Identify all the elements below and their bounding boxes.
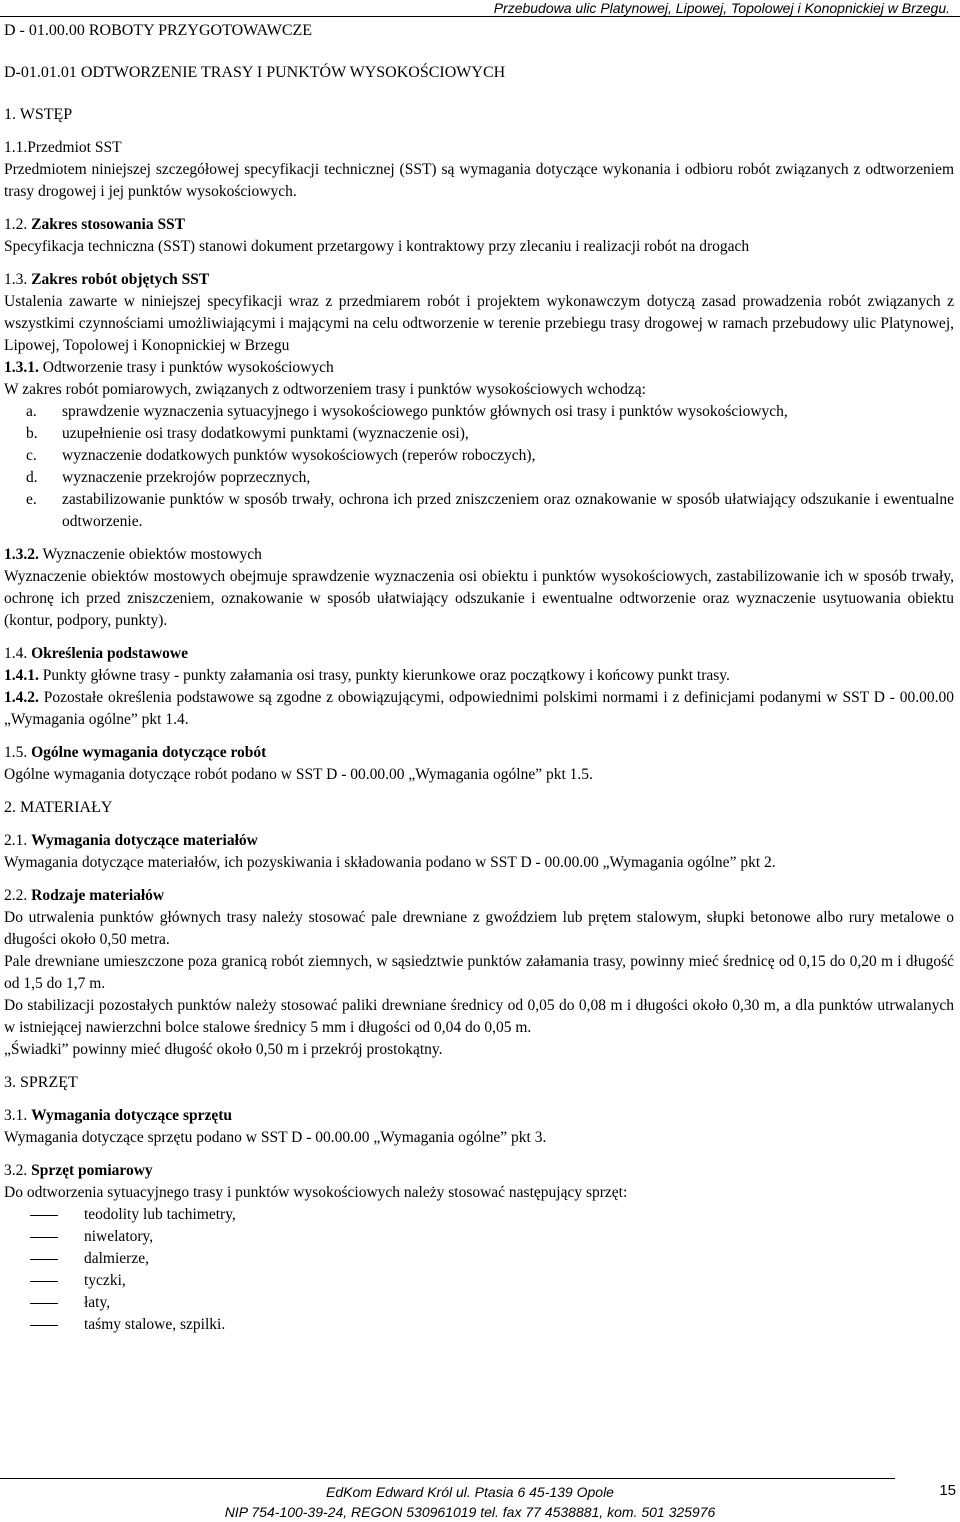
section-3-2-intro: Do odtworzenia sytuacyjnego trasy i punktów wysokościowych należy stosować następujący sprzęt:	[4, 1184, 628, 1201]
section-3-1-number: 3.1.	[4, 1107, 28, 1124]
section-1-4-2-text: Pozostałe określenia podstawowe są zgodne z obowiązującymi, odpowiednimi polskimi normami i z definicjami podanymi w SST D - 00.00.00 „Wymagania ogólne” pkt 1.4.	[4, 689, 955, 728]
part-title: D - 01.00.00 ROBOTY PRZYGOTOWAWCZE	[4, 22, 313, 39]
footer-company: EdKom Edward Król ul. Ptasia 6 45-139 Opole	[326, 1484, 614, 1500]
dash-bullet	[30, 1325, 58, 1326]
section-1-1-title: 1.1.Przedmiot SST	[4, 139, 122, 156]
section-1-3-2-text: Wyznaczenie obiektów mostowych obejmuje sprawdzenie wyznaczenia osi obiektu i punktów wysokościowych, zastabilizowanie ich w sposób trwały, ochronę ich przed zniszczeniem, oznakowanie w sposób ułatwiający odszukanie i ewentualne odtworzenie oraz wyznaczenie usytuowania obiektu (kontur, podpory, punkty).	[4, 568, 954, 629]
document-body	[4, 20, 954, 1336]
section-1-2-number: 1.2.	[4, 216, 28, 233]
dash-bullet	[30, 1237, 58, 1238]
section-2-1-number: 2.1.	[4, 832, 28, 849]
section-1-3-text: Ustalenia zawarte w niniejszej specyfikacji wraz z przedmiarem robót i projektem wykonawczym dotyczą zasad prowadzenia robót związanych z wszystkimi czynnościami umożliwiającymi i mającymi na celu odtworzenie w terenie przebiegu trasy drogowej w ramach przebudowy ulic Platynowej, Lipowej, Topolowej i Konopnickiej w Brzegu	[4, 293, 954, 354]
footer-registration: NIP 754-100-39-24, REGON 530961019 tel. fax 77 4538881, kom. 501 325976	[224, 1504, 716, 1520]
list-item	[4, 489, 954, 533]
list-item	[4, 1248, 954, 1270]
section-1-3-title: Zakres robót objętych SST	[31, 271, 210, 288]
section-1-4-2-number: 1.4.2.	[4, 689, 39, 706]
list-item	[4, 1270, 954, 1292]
list-item	[4, 1226, 954, 1248]
section-1-4-number: 1.4.	[4, 645, 28, 662]
section-1-1-text: Przedmiotem niniejszej szczegółowej specyfikacji technicznej (SST) są wymagania dotyczące wykonania i odbioru robót związanych z odtworzeniem trasy drogowej i jej punktów wysokościowych.	[4, 161, 954, 200]
section-2-1-text: Wymagania dotyczące materiałów, ich pozyskiwania i składowania podano w SST D - 00.00.00 „Wymagania ogólne” pkt 2.	[4, 854, 776, 871]
section-1-2-text: Specyfikacja techniczna (SST) stanowi dokument przetargowy i kontraktowy przy zlecaniu i realizacji robót na drogach	[4, 238, 750, 255]
list-item	[4, 401, 954, 423]
section-2-2-paragraph: Do stabilizacji pozostałych punktów należy stosować paliki drewniane średnicy od 0,05 do 0,08 m i długości około 0,30 m, a dla punktów utrwalanych w istniejącej nawierzchni bolce stalowe średnicy 5 mm i długości od 0,04 do 0,05 m.	[4, 997, 954, 1036]
header-rule	[0, 16, 960, 17]
list-text: uzupełnienie osi trasy dodatkowymi punktami (wyznaczenie osi),	[62, 425, 469, 442]
section-1-5-number: 1.5.	[4, 744, 28, 761]
dash-bullet	[30, 1303, 58, 1304]
section-1-5-text: Ogólne wymagania dotyczące robót podano w SST D - 00.00.00 „Wymagania ogólne” pkt 1.5.	[4, 766, 593, 783]
section-1-heading: 1. WSTĘP	[4, 106, 73, 123]
page-number: 15	[939, 1482, 956, 1499]
section-2-2-number: 2.2.	[4, 887, 28, 904]
section-2-1-title: Wymagania dotyczące materiałów	[31, 832, 258, 849]
section-3-heading: 3. SPRZĘT	[4, 1074, 78, 1091]
section-3-2-title: Sprzęt pomiarowy	[31, 1162, 153, 1179]
list-text: zastabilizowanie punktów w sposób trwały, ochrona ich przed zniszczeniem oraz oznakowanie w sposób ułatwiający odszukanie i ewentualne odtworzenie.	[62, 491, 954, 530]
list-marker: d.	[26, 469, 38, 486]
list-text: wyznaczenie dodatkowych punktów wysokościowych (reperów roboczych),	[62, 447, 536, 464]
doc-title: D-01.01.01 ODTWORZENIE TRASY I PUNKTÓW WYSOKOŚCIOWYCH	[4, 64, 506, 81]
section-1-4-1-number: 1.4.1.	[4, 667, 39, 684]
section-1-5-title: Ogólne wymagania dotyczące robót	[31, 744, 267, 761]
footer-rule	[0, 1478, 895, 1479]
section-1-3-1-intro: W zakres robót pomiarowych, związanych z odtworzeniem trasy i punktów wysokościowych wchodzą:	[4, 381, 646, 398]
dash-bullet	[30, 1259, 58, 1260]
list-text: tyczki,	[84, 1272, 126, 1289]
section-2-2-paragraph: Pale drewniane umieszczone poza granicą robót ziemnych, w sąsiedztwie punktów załamania trasy, powinny mieć średnicę od 0,15 do 0,20 m i długość od 1,5 do 1,7 m.	[4, 953, 954, 992]
list-marker: a.	[26, 403, 37, 420]
page-header-project: Przebudowa ulic Platynowej, Lipowej, Topolowej i Konopnickiej w Brzegu.	[493, 0, 950, 16]
list-text: sprawdzenie wyznaczenia sytuacyjnego i wysokościowego punktów głównych osi trasy i punktów wysokościowych,	[62, 403, 788, 420]
section-1-3-number: 1.3.	[4, 271, 28, 288]
section-1-4-1-text: Punkty główne trasy - punkty załamania osi trasy, punkty kierunkowe oraz początkowy i końcowy punkt trasy.	[42, 667, 730, 684]
list-item	[4, 1314, 954, 1336]
list-item	[4, 423, 954, 445]
section-3-1-text: Wymagania dotyczące sprzętu podano w SST D - 00.00.00 „Wymagania ogólne” pkt 3.	[4, 1129, 547, 1146]
list-text: łaty,	[84, 1294, 111, 1311]
list-text: wyznaczenie przekrojów poprzecznych,	[62, 469, 311, 486]
list-text: teodolity lub tachimetry,	[84, 1206, 236, 1223]
section-2-heading: 2. MATERIAŁY	[4, 799, 113, 816]
section-1-3-1-title: Odtworzenie trasy i punktów wysokościowych	[42, 359, 334, 376]
list-item	[4, 1292, 954, 1314]
list-marker: e.	[26, 491, 37, 508]
section-1-3-2-title: Wyznaczenie obiektów mostowych	[42, 546, 262, 563]
section-2-2-paragraph: Do utrwalenia punktów głównych trasy należy stosować pale drewniane z gwoździem lub prętem stalowym, słupki betonowe albo rury metalowe o długości około 0,50 metra.	[4, 909, 954, 948]
section-1-4-title: Określenia podstawowe	[31, 645, 189, 662]
list-marker: b.	[26, 425, 38, 442]
list-text: niwelatory,	[84, 1228, 154, 1245]
list-item	[4, 445, 954, 467]
section-1-3-1-number: 1.3.1.	[4, 359, 39, 376]
list-marker: c.	[26, 447, 37, 464]
list-item	[4, 467, 954, 489]
list-text: taśmy stalowe, szpilki.	[84, 1316, 226, 1333]
section-2-2-title: Rodzaje materiałów	[31, 887, 165, 904]
section-2-2-paragraph: „Świadki” powinny mieć długość około 0,50 m i przekrój prostokątny.	[4, 1041, 443, 1058]
section-3-1-title: Wymagania dotyczące sprzętu	[31, 1107, 233, 1124]
dash-bullet	[30, 1215, 58, 1216]
section-3-2-number: 3.2.	[4, 1162, 28, 1179]
list-item	[4, 1204, 954, 1226]
list-text: dalmierze,	[84, 1250, 149, 1267]
section-1-2-title: Zakres stosowania SST	[31, 216, 186, 233]
dash-bullet	[30, 1281, 58, 1282]
section-1-3-2-number: 1.3.2.	[4, 546, 39, 563]
